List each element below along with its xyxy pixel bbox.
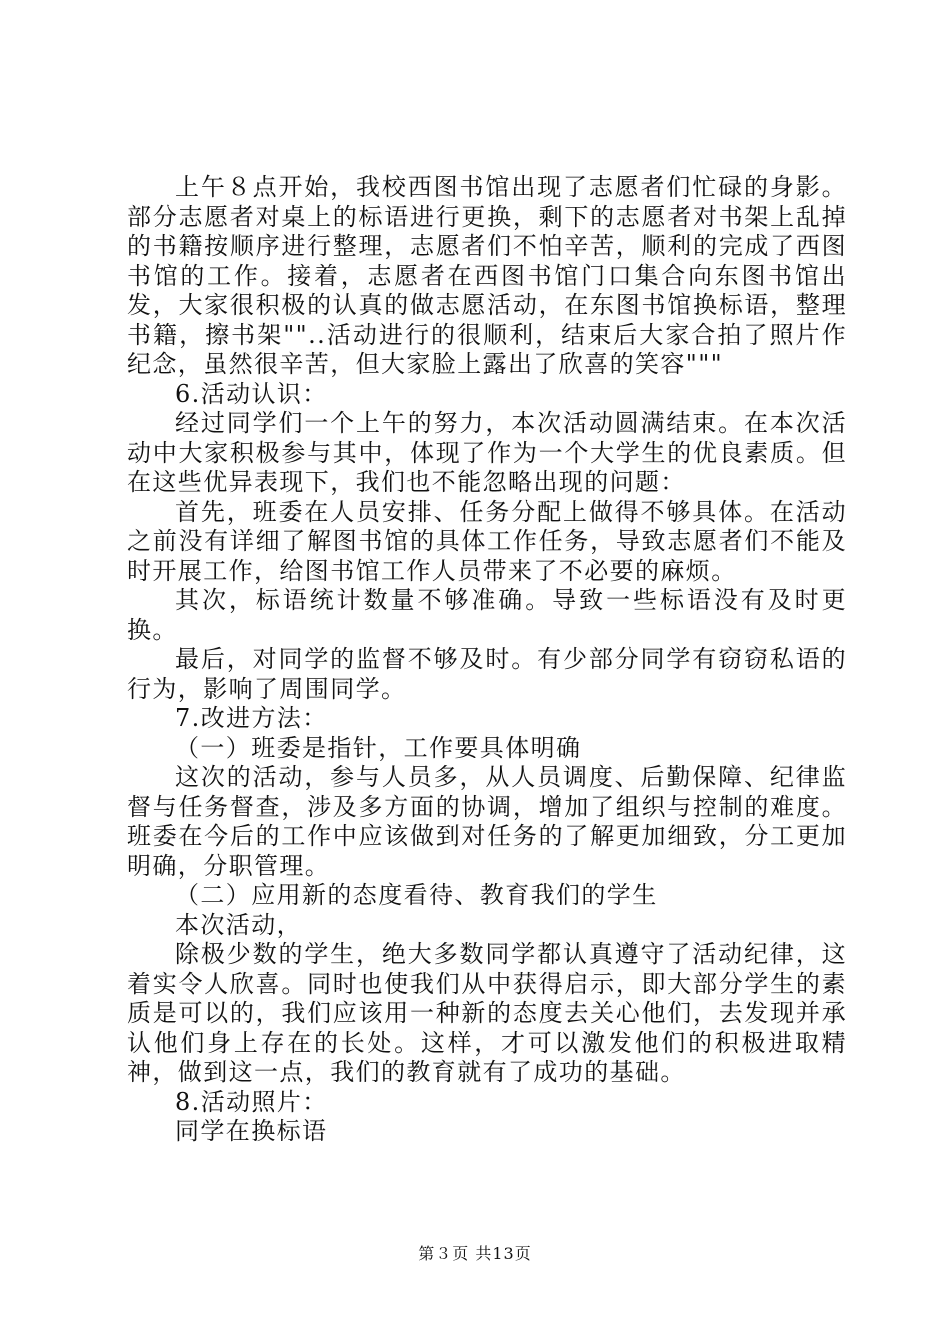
paragraph-second-issue: 其次，标语统计数量不够准确。导致一些标语没有及时更换。	[127, 586, 847, 644]
paragraph-student-discipline: 除极少数的学生，绝大多数同学都认真遵守了活动纪律，这着实令人欣喜。同时也使我们从中获得启示，即大部分学生的素质是可以的，我们应该用一种新的态度去关心他们，去发现并承认他们身上存在的长处。这样，才可以激发他们的积极进取精神，做到这一点，我们的教育就有了成功的基础。	[127, 940, 847, 1086]
paragraph-committee-details: 这次的活动，参与人员多，从人员调度、后勤保障、纪律监督与任务督查，涉及多方面的协调，增加了组织与控制的难度。班委在今后的工作中应该做到对任务的了解更加细致，分工更加明确，分职管理。	[127, 763, 847, 880]
heading-activity-reflection: 6.活动认识：	[175, 379, 328, 408]
heading-activity-photos: 8.活动照片：	[175, 1087, 328, 1116]
subheading-new-attitude: （二）应用新的态度看待、教育我们的学生	[175, 881, 658, 909]
heading-improvement-methods: 7.改进方法：	[175, 704, 328, 732]
subheading-committee-guidance: （一）班委是指针，工作要具体明确	[175, 733, 582, 762]
paragraph-this-activity: 本次活动，	[175, 910, 302, 939]
paragraph-morning-activity: 上午８点开始，我校西图书馆出现了志愿者们忙碌的身影。部分志愿者对桌上的标语进行更换，剩下的志愿者对书架上乱掉的书籍按顺序进行整理，志愿者们不怕辛苦，顺利的完成了西图书馆的工作。接着，志愿者在西图书馆门口集合向东图书馆出发，大家很积极的认真的做志愿活动，在东图书馆换标语，整理书籍，擦书架""..活动进行的很顺利，结束后大家合拍了照片作纪念，虽然很辛苦，但大家脸上露出了欣喜的笑容"""	[127, 173, 847, 378]
paragraph-first-issue: 首先，班委在人员安排、任务分配上做得不够具体。在活动之前没有详细了解图书馆的具体工作任务，导致志愿者们不能及时开展工作，给图书馆工作人员带来了不必要的麻烦。	[127, 497, 847, 585]
document-body	[127, 173, 847, 1147]
paragraph-third-issue: 最后，对同学的监督不够及时。有少部分同学有窃窃私语的行为，影响了周围同学。	[127, 645, 847, 703]
paragraph-reflection-summary: 经过同学们一个上午的努力，本次活动圆满结束。在本次活动中大家积极参与其中，体现了作为一个大学生的优良素质。但在这些优异表现下，我们也不能忽略出现的问题：	[127, 409, 847, 496]
page-number-footer: 第３页 共13页	[418, 1244, 532, 1263]
photo-caption: 同学在换标语	[175, 1117, 328, 1145]
